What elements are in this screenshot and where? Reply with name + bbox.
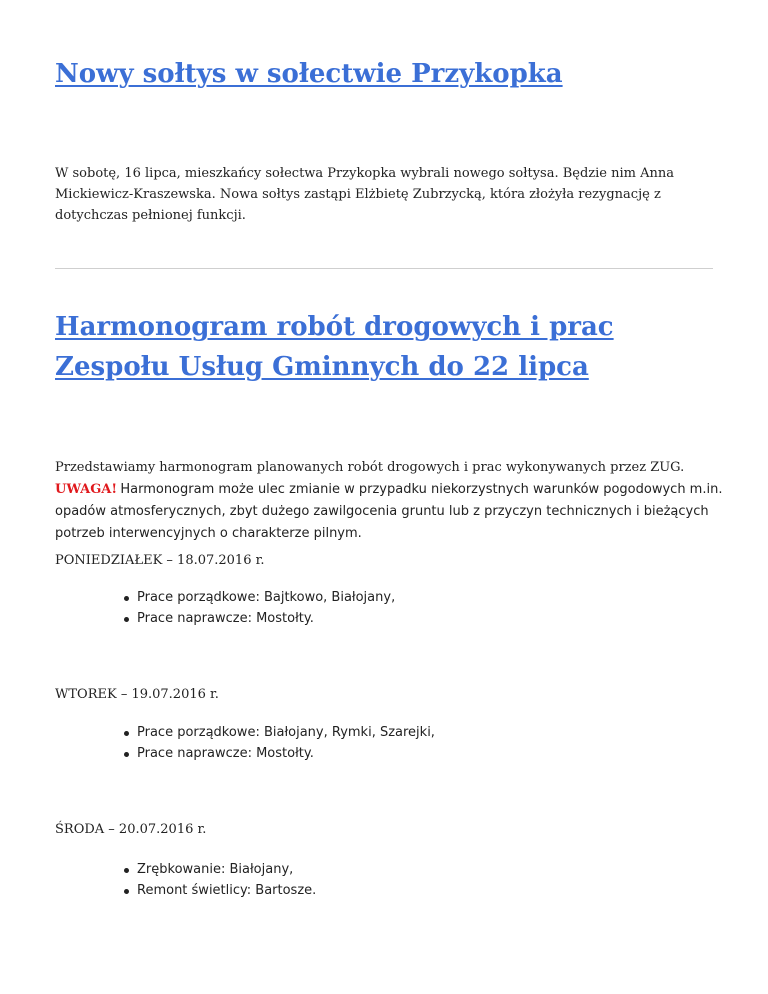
list-item — [107, 587, 395, 608]
day-heading-monday: PONIEDZIAŁEK – 18.07.2016 r. — [55, 553, 265, 568]
article-link-new-soltys[interactable]: Nowy sołtys w sołectwie Przykopka — [55, 59, 563, 89]
task-text: Prace naprawcze: Mostołty. — [137, 611, 314, 626]
warning-label: UWAGA! — [55, 482, 118, 497]
list-item — [107, 743, 435, 764]
article-intro-roadworks — [55, 456, 723, 544]
task-text: Prace porządkowe: Bajtkowo, Białojany, — [137, 590, 396, 605]
list-item — [107, 608, 395, 629]
article-link-roadworks[interactable]: Harmonogram robót drogowych i prac Zespołu Usług Gminnych do 22 lipca — [55, 312, 614, 382]
task-list-wednesday — [107, 859, 316, 901]
bullet-icon — [124, 731, 129, 736]
task-list-monday — [107, 587, 395, 629]
list-item — [107, 880, 316, 901]
intro-text-part2: Harmonogram może ulec zmianie w przypadku niekorzystnych warunków pogodowych m.in. opadów atmosferycznych, zbyt dużego zawilgocenia gruntu lub z przyczyn technicznych i bieżących potrzeb interwencyjnych o charakterze pilnym. — [55, 482, 723, 541]
bullet-icon — [124, 617, 129, 622]
article-body-new-soltys: W sobotę, 16 lipca, mieszkańcy sołectwa Przykopka wybrali nowego sołtysa. Będzie nim Anna Mickiewicz-Kraszewska. Nowa sołtys zastąpi Elżbietę Zubrzycką, która złożyła rezygnację z dotychczas pełnionej funkcji. — [55, 166, 674, 223]
day-heading-wednesday: ŚRODA – 20.07.2016 r. — [55, 822, 207, 837]
task-text: Prace naprawcze: Mostołty. — [137, 746, 314, 761]
article-title-new-soltys — [55, 54, 713, 94]
bullet-icon — [124, 889, 129, 894]
task-text: Zrębkowanie: Białojany, — [137, 862, 294, 877]
list-item — [107, 722, 435, 743]
bullet-icon — [124, 596, 129, 601]
article-divider — [55, 268, 713, 269]
list-item — [107, 859, 316, 880]
intro-text-part1: Przedstawiamy harmonogram planowanych robót drogowych i prac wykonywanych przez ZUG. — [55, 460, 685, 475]
task-text: Remont świetlicy: Bartosze. — [137, 883, 317, 898]
task-text: Prace porządkowe: Białojany, Rymki, Szarejki, — [137, 725, 435, 740]
task-list-tuesday — [107, 722, 435, 764]
bullet-icon — [124, 752, 129, 757]
bullet-icon — [124, 868, 129, 873]
day-heading-tuesday: WTOREK – 19.07.2016 r. — [55, 687, 219, 702]
article-title-roadworks — [55, 307, 713, 387]
